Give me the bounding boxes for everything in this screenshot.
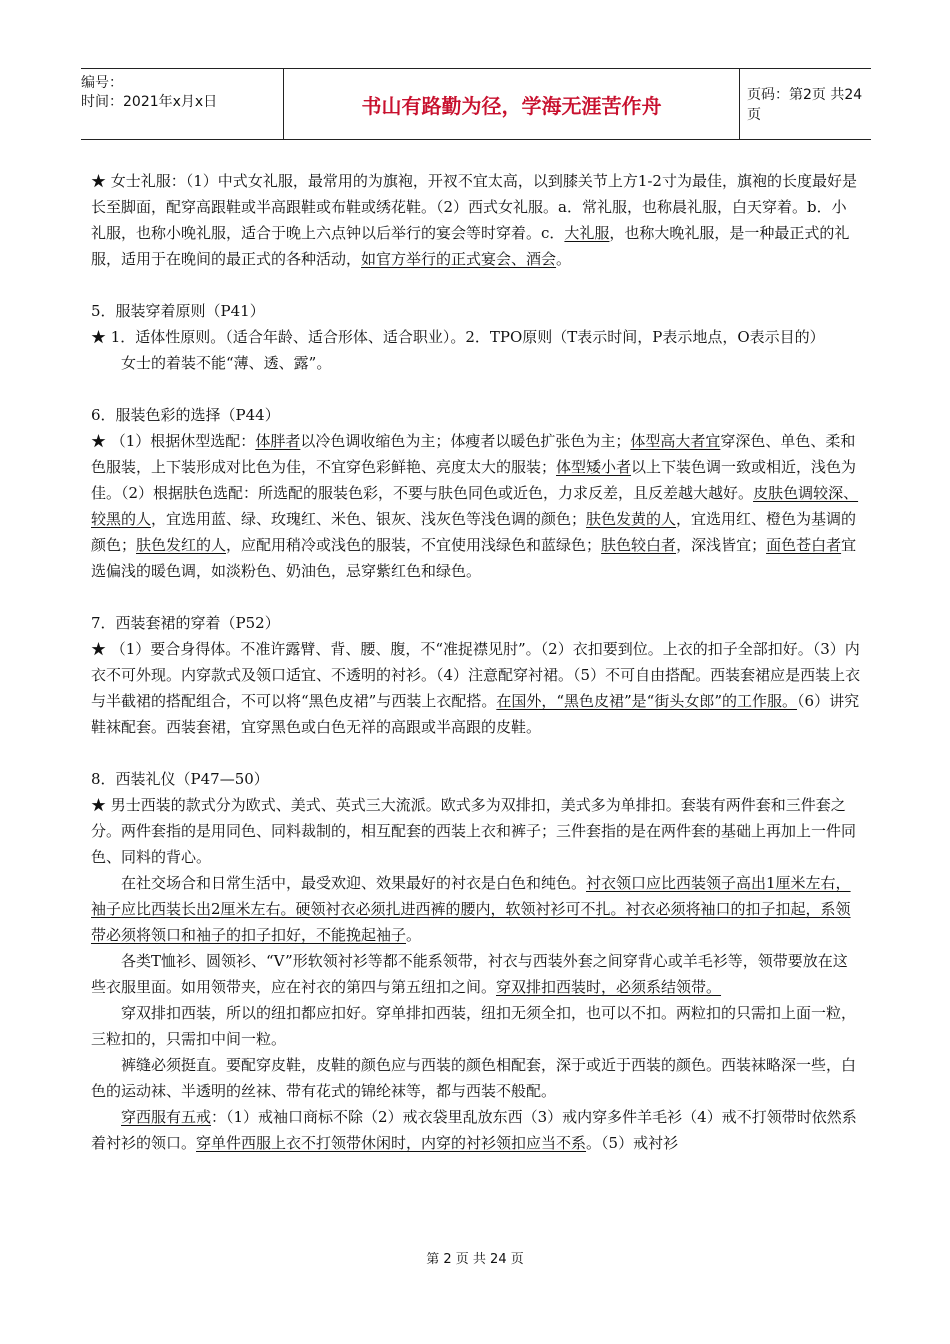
- section-8-paragraph-6: 穿西服有五戒：（1）戒袖口商标不除（2）戒衣袋里乱放东西（3）戒内穿多件羊毛衫（4）戒不打领带时依然系着衬衫的领口。穿单件西服上衣不打领带休闲时，内穿的衬衫领扣应当不系。（5）戒衬衫: [91, 1108, 857, 1152]
- document-body: [91, 168, 861, 1156]
- section-8-paragraph-5: 裤缝必须挺直。要配穿皮鞋，皮鞋的颜色应与西装的颜色相配套，深于或近于西装的颜色。西装袜略深一些，白色的运动袜、半透明的丝袜、带有花式的锦纶袜等，都与西装不般配。: [91, 1056, 857, 1100]
- page-header: [81, 68, 871, 140]
- document-date: 时间：2021年x月x日: [81, 94, 218, 110]
- section-5-paragraph: ★ 1．适体性原则。（适合年龄、适合形体、适合职业）。2．TPO原则（T表示时间，P表示地点，O表示目的）: [91, 328, 825, 346]
- document-number: 编号：: [81, 75, 123, 91]
- header-page-number: 页码：第2页 共24页: [747, 87, 863, 123]
- section-5-note: 女士的着装不能“薄、透、露”。: [121, 354, 332, 372]
- section-8-paragraph-4: 穿双排扣西装，所以的纽扣都应扣好。穿单排扣西装，纽扣无须全扣，也可以不扣。两粒扣的只需扣上面一粒，三粒扣的，只需扣中间一粒。: [91, 1004, 857, 1048]
- section-6-title: 6．服装色彩的选择（P44）: [91, 406, 280, 424]
- section-8-paragraph-1: ★ 男士西装的款式分为欧式、美式、英式三大流派。欧式多为双排扣，美式多为单排扣。套装有两件套和三件套之分。两件套指的是用同色、同料裁制的，相互配套的西装上衣和裤子；三件套指的是在两件套的基础上再加上一件同色、同料的背心。: [91, 796, 857, 866]
- womens-formal-dress-paragraph: ★ 女士礼服：（1）中式女礼服，最常用的为旗袍，开衩不宜太高，以到膝关节上方1-2寸为最佳，旗袍的长度最好是长至脚面，配穿高跟鞋或半高跟鞋或布鞋或绣花鞋。（2）西式女礼服。a．常礼服，也称晨礼服，白天穿着。b．小礼服，也称小晚礼服，适合于晚上六点钟以后举行的宴会等时穿着。c．大礼服，也称大晚礼服，是一种最正式的礼服，适用于在晚间的最正式的各种活动，如官方举行的正式宴会、酒会。: [91, 172, 857, 268]
- section-8-paragraph-3: 各类T恤衫、圆领衫、“V”形软领衬衫等都不能系领带，衬衣与西装外套之间穿背心或羊毛衫等，领带要放在这些衣服里面。如用领带夹，应在衬衣的第四与第五纽扣之间。穿双排扣西装时，必须系结领带。: [91, 952, 848, 996]
- section-5-title: 5．服装穿着原则（P41）: [91, 302, 265, 320]
- header-motto: 书山有路勤为径，学海无涯苦作舟: [283, 69, 740, 139]
- page-footer: 第 2 页 共 24 页: [426, 1252, 524, 1267]
- section-8-paragraph-2: 在社交场合和日常生活中，最受欢迎、效果最好的衬衣是白色和纯色。衬衣领口应比西装领子高出1厘米左右，袖子应比西装长出2厘米左右。硬领衬衣必须扎进西裤的腰内，软领衬衫可不扎。衬衣必须将袖口的扣子扣起，系领带必须将领口和袖子的扣子扣好，不能挽起袖子。: [91, 874, 851, 944]
- section-7-paragraph: ★ （1）要合身得体。不准许露臂、背、腰、腹，不“准捉襟见肘”。（2）衣扣要到位。上衣的扣子全部扣好。（3）内衣不可外现。内穿款式及领口适宜、不透明的衬衫。（4）注意配穿衬裙。（5）不可自由搭配。西装套裙应是西装上衣与半截裙的搭配组合，不可以将“黑色皮裙”与西装上衣配搭。在国外，“黑色皮裙”是“街头女郎”的工作服。（6）讲究鞋袜配套。西装套裙，宜穿黑色或白色无祥的高跟或半高跟的皮鞋。: [91, 640, 861, 736]
- header-left-cell: [81, 69, 281, 144]
- section-7-title: 7．西装套裙的穿着（P52）: [91, 614, 280, 632]
- section-6-paragraph: ★ （1）根据休型选配：体胖者以冷色调收缩色为主；体瘦者以暖色扩张色为主；体型高大者宜穿深色、单色、柔和色服装，上下装形成对比色为佳，不宜穿色彩鲜艳、亮度太大的服装；体型矮小者以上下装色调一致或相近，浅色为佳。（2）根据肤色选配：所选配的服装色彩，不要与肤色同色或近色，力求反差，且反差越大越好。皮肤色调较深、较黑的人，宜选用蓝、绿、玫瑰红、米色、银灰、浅灰色等浅色调的颜色；肤色发黄的人，宜选用红、橙色为基调的颜色；肤色发红的人，应配用稍冷或浅色的服装，不宜使用浅绿色和蓝绿色；肤色较白者，深浅皆宜；面色苍白者宜选偏浅的暖色调，如淡粉色、奶油色，忌穿紫红色和绿色。: [91, 432, 859, 580]
- section-8-title: 8．西装礼仪（P47—50）: [91, 770, 269, 788]
